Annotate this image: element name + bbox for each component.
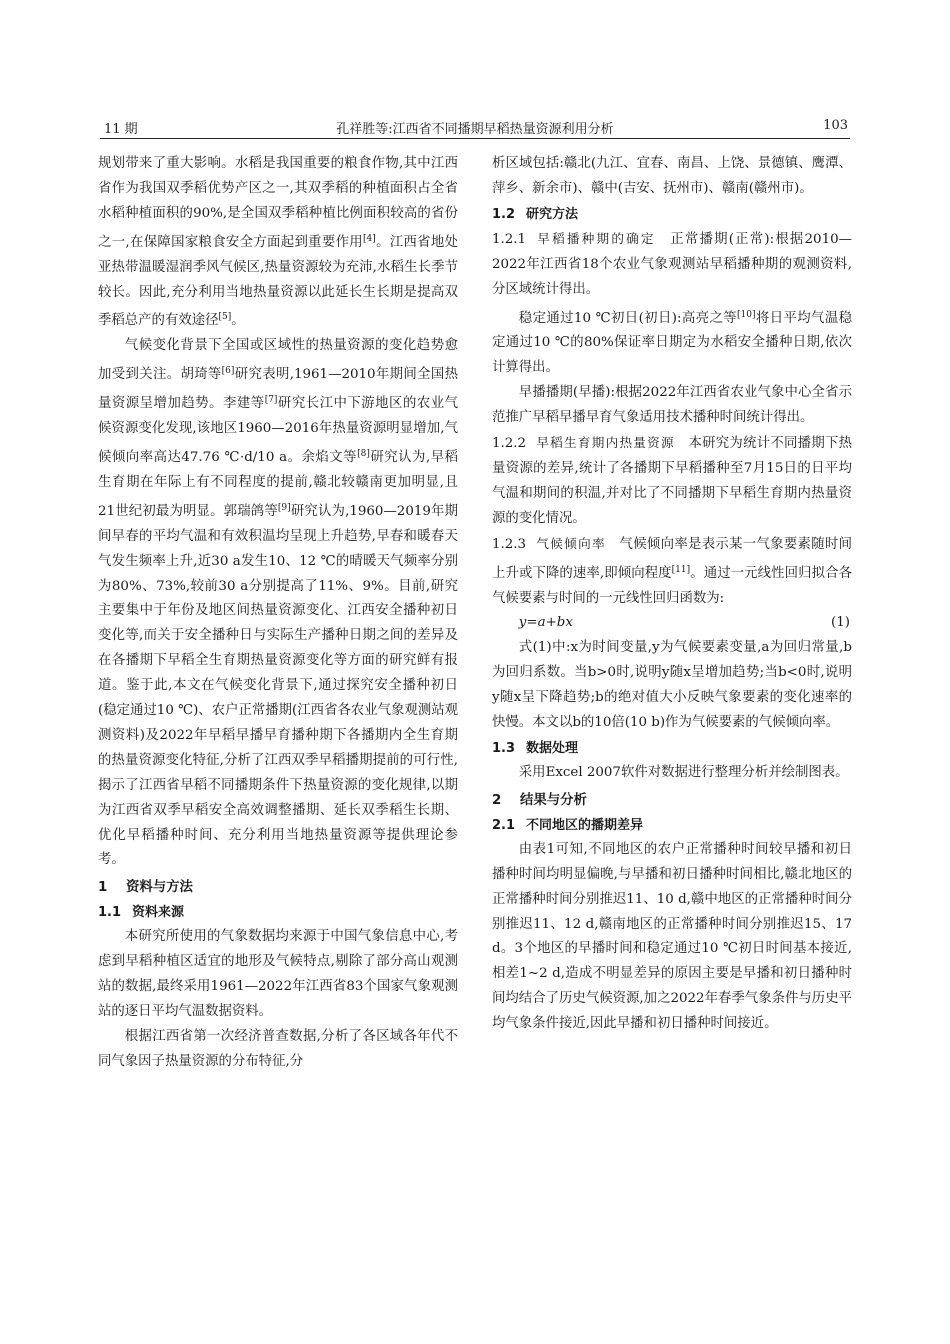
text: 稳定通过10 ℃初日(初日):高亮之等 <box>518 310 738 326</box>
section-number: 2 <box>492 792 502 808</box>
citation: [6] <box>221 366 235 377</box>
citation: [8] <box>357 448 370 459</box>
subsection-title: 资料来源 <box>132 905 185 921</box>
subsection-heading <box>492 736 852 761</box>
equation-expression: y=a+bx <box>518 615 573 631</box>
paragraph: 根据江西省第一次经济普查数据,分析了各区域各年代不同气象因子热量资源的分布特征,分 <box>98 1029 458 1069</box>
citation: [4] <box>363 233 376 244</box>
citation: [10] <box>737 309 756 320</box>
paragraph: 由表1可知,不同地区的农户正常播种时间较早播和初日播种时间均明显偏晚,与早播和初日播种时间相比,赣北地区的正常播种时间分别推迟11、10 d,赣中地区的正常播种时间分别推迟11、12 d,赣南地区的正常播种时间分别推迟15、17 d。3个地区的早播时间和稳定通过10 ℃初日时间基本接近,相差1~2 d,造成不明显差异的原因主要是早播和初日播种时间均结合了历史气候资源,加之2022年春季气象条件与历史平均气象条件接近,因此早播和初日播种时间接近。 <box>492 841 852 1032</box>
subsection-title: 数据处理 <box>526 740 579 756</box>
text: 研究认为,1960—2019年期间早春的平均气温和有效积温均呈现上升趋势,早春和暖春天气发生频率上升,近30 a发生10、12 ℃的晴暖天气频率分别为80%、73%,较前30 a分别提高了11%、9%。目前,研究主要集中于年份及地区间热量资源变化、江西安全播种初日变化等,而关于安全播种日与实际生产播种日期之间的差异及在各播期下早稻全生育期热量资源变化等方面的研究鲜有报道。鉴于此,本文在气候变化背景下,通过探究安全播种初日(稳定通过10 ℃)、农户正常播期(江西省各农业气象观测站观测资料)及2022年早稻早播早育播种期下各播期内全生育期的热量资源变化特征,分析了江西双季早稻播期提前的可行性,揭示了江西省早稻不同播期条件下热量资源的变化规律,以期为江西省双季早稻安全高效调整播期、延长双季稻生长期、优化早稻播种时间、充分利用当地热量资源等提供理论参考。 <box>98 503 458 868</box>
text: 。江西省地处亚热带温暖湿润季风气候区,热量资源较为充沛,水稻生长季节较长。因此,充分利用当地热量资源以此延长生长期是提高双季稻总产的有效途径 <box>98 234 458 329</box>
paragraph: 式(1)中:x为时间变量,y为气候要素变量,a为回归常量,b为回归系数。当b>0时,说明y随x呈增加趋势;当b<0时,说明y随x呈下降趋势;b的绝对值大小反映气象要素的变化速率的快慢。本文以b的10倍(10 b)作为气候要素的气候倾向率。 <box>492 640 852 731</box>
page-number: 103 <box>823 118 848 133</box>
text: 正常播期(正常):根据2010—2022年江西省18个农业气象观测站早稻播种期的观测资料,分区域统计得出。 <box>492 231 852 297</box>
citation: [7] <box>264 395 278 406</box>
subsection-number: 1.1 <box>98 905 122 921</box>
text: 规划带来了重大影响。水稻是我国重要的粮食作物,其中江西省作为我国双季稻优势产区之一,其双季稻的种植面积占全省水稻种植面积的90%,是全国双季稻种植比例面积较高的省份之一,在保障国家粮食安全方面起到重要作用 <box>98 156 458 250</box>
section-heading <box>492 788 852 813</box>
paragraph <box>98 152 458 334</box>
subsection-number: 1.2 <box>492 206 516 222</box>
paragraph: 采用Excel 2007软件对数据进行整理分析并绘制图表。 <box>518 764 849 780</box>
running-header <box>100 116 850 139</box>
text: 。 <box>231 313 245 329</box>
running-title: 孔祥胜等:江西省不同播期早稻热量资源利用分析 <box>336 122 614 137</box>
paragraph <box>492 303 852 382</box>
subsubsection-number: 1.2.3 <box>492 536 527 552</box>
paragraph: 本研究所使用的气象数据均来源于中国气象信息中心,考虑到早稻种植区适宜的地形及气候特点,剔除了部分高山观测站的数据,最终采用1961—2022年江西省83个国家气象观测站的逐日平均气温数据资料。 <box>98 929 458 1020</box>
paragraph <box>492 227 852 303</box>
equation-number: (1) <box>831 615 850 631</box>
subsubsection-title: 气候倾向率 <box>536 535 606 551</box>
subsection-number: 1.3 <box>492 740 516 756</box>
subsection-title: 研究方法 <box>526 206 579 222</box>
subsection-heading <box>492 813 852 838</box>
paragraph <box>98 334 458 873</box>
paragraph <box>492 532 852 612</box>
left-column <box>98 152 458 1075</box>
subsubsection-number: 1.2.2 <box>492 436 527 452</box>
text: 研究长江中下游地区的农业气候资源变化发现,该地区1960—2016年热量资源明显增加,气候倾向率高达47.76 ℃·d/10 a。余焰文等 <box>98 396 459 465</box>
text: 本研究为统计不同播期下热量资源的差异,统计了各播期下早稻播种至7月15日的日平均气温和期间的积温,并对比了不同播期下早稻生育期内热量资源的变化情况。 <box>492 436 853 526</box>
text: 气候倾向率是表示某一气象要素随时间上升或下降的速率,即倾向程度 <box>492 536 853 581</box>
text: 将日平均气温稳定通过10 ℃的80%保证率日期定为水稻安全播种日期,依次计算得出。 <box>492 310 853 376</box>
section-heading <box>98 875 458 900</box>
section-number: 1 <box>98 880 108 896</box>
subsection-title: 不同地区的播期差异 <box>526 817 644 833</box>
citation: [9] <box>277 502 291 513</box>
text: 。通过一元线性回归拟合各气候要素与时间的一元线性回归函数为: <box>492 565 852 606</box>
citation: [5] <box>218 312 232 323</box>
text: 研究认为,早稻生育期在年际上有不同程度的提前,赣北较赣南更加明显,且21世纪初最为明显。郭瑞鸽等 <box>98 449 458 519</box>
text: 研究表明,1961—2010年期间全国热量资源呈增加趋势。李建等 <box>98 367 458 412</box>
subsection-number: 2.1 <box>492 817 516 833</box>
issue-label: 11 期 <box>104 122 138 137</box>
subsubsection-number: 1.2.1 <box>492 231 527 247</box>
citation: [11] <box>671 564 691 575</box>
paragraph: 析区域包括:赣北(九江、宜春、南昌、上饶、景德镇、鹰潭、萍乡、新余市)、赣中(吉安、抚州市)、赣南(赣州市)。 <box>492 156 852 196</box>
section-title: 结果与分析 <box>520 792 587 808</box>
paragraph: 早播播期(早播):根据2022年江西省农业气象中心全省示范推广早稻早播早育气象适用技术播种时间统计得出。 <box>492 385 852 426</box>
text: 气候变化背景下全国或区域性的热量资源的变化趋势愈加受到关注。胡琦等 <box>98 338 458 383</box>
subsection-heading <box>492 202 852 227</box>
equation <box>492 611 852 636</box>
right-column <box>492 152 852 1037</box>
section-title: 资料与方法 <box>126 880 193 896</box>
subsubsection-title: 早稻生育期内热量资源 <box>536 435 675 451</box>
subsection-heading <box>98 900 458 925</box>
paragraph <box>492 431 852 532</box>
subsubsection-title: 早稻播种期的确定 <box>536 230 656 246</box>
